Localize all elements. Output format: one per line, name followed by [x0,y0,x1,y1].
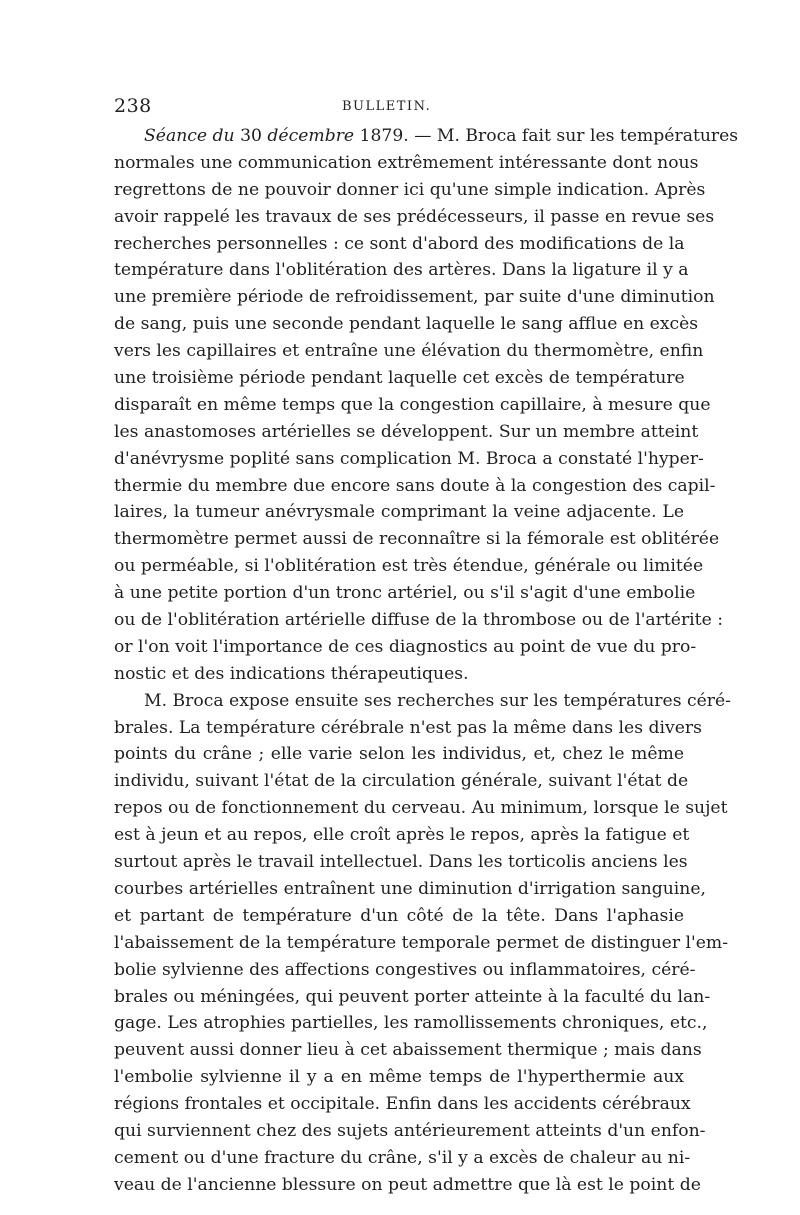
text-line: brales ou méningées, qui peuvent porter atteinte à la faculté du lan- [114,986,711,1007]
running-title: BULLETIN. [342,99,432,114]
text-line: regrettons de ne pouvoir donner ici qu'une simple indication. Après [114,179,706,200]
text-line: recherches personnelles : ce sont d'abord des modifications de la [114,233,685,254]
text-line: brales. La température cérébrale n'est pas la même dans les divers [114,717,702,738]
text-line [114,123,739,150]
text-line: les anastomoses artérielles se développent. Sur un membre atteint [114,421,699,442]
text-line: et partant de température d'un côté de la tête. Dans l'aphasie [114,905,684,926]
text-line: surtout après le travail intellectuel. Dans les torticolis anciens les [114,852,688,873]
text-line: individu, suivant l'état de la circulation générale, suivant l'état de [114,771,689,792]
text-line: régions frontales et occipitale. Enfin dans les accidents cérébraux [114,1094,691,1115]
text-line: repos ou de fonctionnement du cerveau. Au minimum, lorsque le sujet [114,798,728,819]
text-line-content: 1879. — M. Broca fait sur les températures [354,126,739,146]
text-line: normales une communication extrêmement intéressante dont nous [114,152,699,173]
text-line: ou perméable, si l'oblitération est très étendue, générale ou limitée [114,556,704,577]
text-line: l'embolie sylvienne il y a en même temps de l'hyperthermie aux [114,1067,684,1088]
body-text [114,123,739,1199]
text-line: laires, la tumeur anévrysmale comprimant la veine adjacente. Le [114,502,684,523]
text-line: courbes artérielles entraînent une diminution d'irrigation sanguine, [114,878,706,899]
text-line: est à jeun et au repos, elle croît après le repos, après la fatigue et [114,825,690,846]
text-line: qui surviennent chez des sujets antérieurement atteints d'un enfon- [114,1120,706,1141]
text-line: thermomètre permet aussi de reconnaître si la fémorale est oblitérée [114,529,720,550]
text-line: peuvent aussi donner lieu à cet abaissement thermique ; mais dans [114,1040,702,1061]
running-head [114,95,684,121]
text-line: température dans l'oblitération des artères. Dans la ligature il y a [114,260,689,281]
text-line: gage. Les atrophies partielles, les ramollissements chroniques, etc., [114,1013,708,1034]
text-line: une troisième période pendant laquelle cet excès de température [114,368,685,389]
text-line: disparaît en même temps que la congestion capillaire, à mesure que [114,394,711,415]
session-day: 30 [234,126,268,146]
text-line: l'abaissement de la température temporale permet de distinguer l'em- [114,932,729,953]
text-line: or l'on voit l'importance de ces diagnostics au point de vue du pro- [114,636,697,657]
text-line: avoir rappelé les travaux de ses prédécesseurs, il passe en revue ses [114,206,715,227]
text-line: à une petite portion d'un tronc artériel, ou s'il s'agit d'une embolie [114,583,696,604]
page-number: 238 [114,95,152,117]
text-line: une première période de refroidissement, par suite d'une diminution [114,287,715,308]
text-line: points du crâne ; elle varie selon les individus, et, chez le même [114,744,684,765]
session-month: décembre [267,126,355,146]
text-line: bolie sylvienne des affections congestives ou inflammatoires, céré- [114,959,696,980]
text-line: d'anévrysme poplité sans complication M. Broca a constaté l'hyper- [114,448,704,469]
session-label: Séance du [144,126,235,146]
text-line: M. Broca expose ensuite ses recherches sur les températures céré- [144,690,731,711]
text-line: vers les capillaires et entraîne une élévation du thermomètre, enfin [114,341,704,362]
text-line: nostic et des indications thérapeutiques. [114,663,469,684]
text-line: ou de l'oblitération artérielle diffuse de la thrombose ou de l'artérite : [114,610,724,631]
text-line: veau de l'ancienne blessure on peut admettre que là est le point de [114,1174,701,1195]
text-line: cement ou d'une fracture du crâne, s'il y a excès de chaleur au ni- [114,1147,691,1168]
text-line: de sang, puis une seconde pendant laquelle le sang afflue en excès [114,314,699,335]
book-page [114,95,739,1199]
text-line: thermie du membre due encore sans doute à la congestion des capil- [114,475,716,496]
